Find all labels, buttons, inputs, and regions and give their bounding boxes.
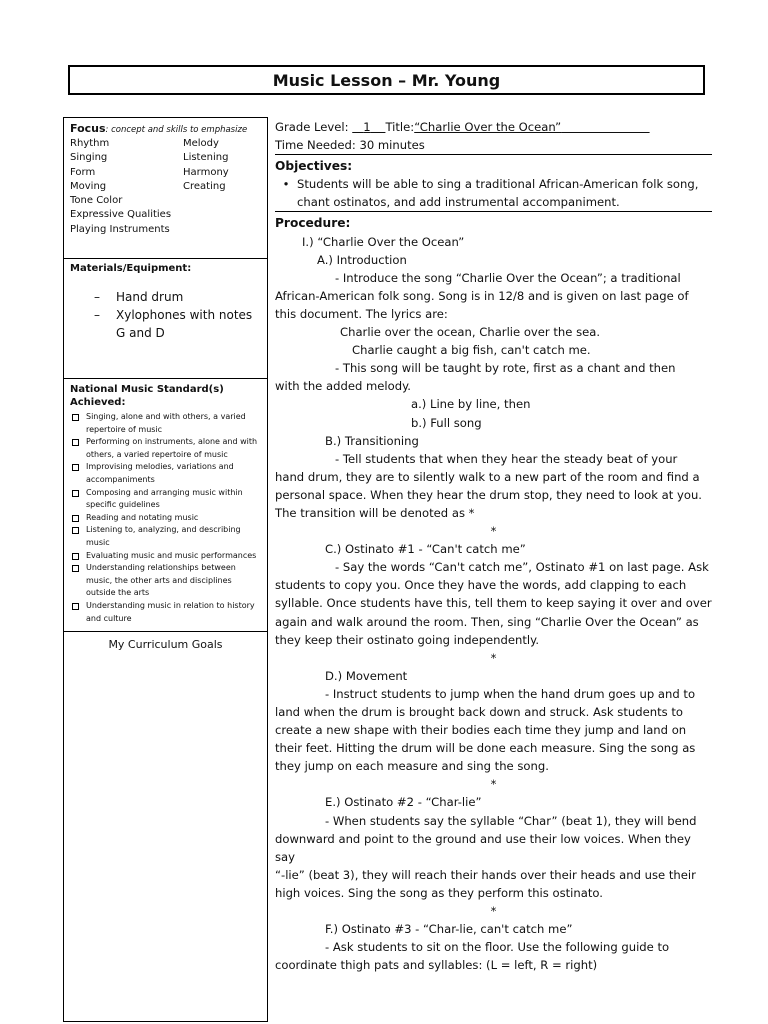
procedure-line: high voices. Sing the song as they perform this ostinato. — [275, 885, 603, 900]
procedure-line: with the added melody. — [275, 379, 411, 394]
standard-item: Reading and notating music — [70, 512, 261, 525]
time-line — [275, 136, 712, 155]
procedure-line: The transition will be denoted as * — [275, 505, 475, 520]
focus-grid — [70, 137, 261, 237]
focus-section — [64, 118, 267, 259]
lesson-content — [275, 118, 712, 974]
objective-text: Students will be able to sing a traditional African-American folk song, chant ostinatos, and add instrumental accompaniment. — [297, 177, 699, 210]
procedure-line: - Say the words “Can't catch me”, Ostinato #1 on last page. Ask — [335, 560, 709, 575]
standard-item: Listening to, analyzing, and describing music — [70, 524, 261, 549]
procedure-line: their feet. Hitting the drum will be done each measure. Sing the song as — [275, 741, 696, 756]
procedure-line: coordinate thigh pats and syllables: (L = left, R = right) — [275, 958, 598, 973]
curriculum-goals-label: My Curriculum Goals — [108, 638, 223, 651]
procedure-line: C.) Ostinato #1 - “Can't catch me” — [325, 542, 526, 557]
materials-label: Materials/Equipment: — [70, 263, 192, 274]
focus-item: Moving — [70, 180, 107, 192]
standard-item: Understanding relationships between music, the other arts and disciplines outside the arts — [70, 562, 261, 600]
time-value: 30 minutes — [359, 138, 425, 153]
procedure-line: again and walk around the room. Then, sing “Charlie Over the Ocean” as — [275, 614, 699, 629]
procedure-line: F.) Ostinato #3 - “Char-lie, can't catch me” — [325, 922, 573, 937]
procedure-line: - When students say the syllable “Char” (beat 1), they will bend — [325, 813, 697, 828]
procedure-line: they keep their ostinato going independently. — [275, 632, 540, 647]
procedure-line: this document. The lyrics are: — [275, 306, 448, 321]
title-label: Title: — [385, 120, 415, 134]
procedure-line: create a new shape with their bodies each time they jump and land on — [275, 723, 687, 738]
materials-item: – Xylophones with notes G and D — [94, 306, 261, 342]
curriculum-goals-section — [64, 632, 267, 655]
title-value: “Charlie Over the Ocean” — [414, 120, 562, 134]
procedure-line: they jump on each measure and sing the song. — [275, 759, 549, 774]
standards-section — [64, 379, 267, 632]
focus-item: Creating — [183, 180, 226, 192]
focus-item: Listening — [183, 152, 229, 164]
procedure-heading: Procedure: — [275, 216, 351, 231]
procedure-line: E.) Ostinato #2 - “Char-lie” — [325, 795, 482, 810]
grade-title-line — [275, 118, 712, 136]
left-sidebar — [63, 117, 268, 1022]
procedure-line: - Introduce the song “Charlie Over the Ocean”; a traditional — [335, 270, 681, 285]
standards-label: National Music Standard(s) Achieved: — [70, 384, 224, 408]
grade-label: Grade Level: — [275, 120, 349, 134]
procedure-line: downward and point to the ground and use their low voices. When they say — [275, 831, 691, 864]
transition-marker: * — [490, 524, 497, 539]
lyric-line: Charlie caught a big fish, can't catch me. — [352, 343, 591, 358]
grade-value: 1 — [363, 120, 371, 134]
page-title: Music Lesson – Mr. Young — [68, 65, 705, 95]
standard-item: Understanding music in relation to history and culture — [70, 600, 261, 625]
transition-marker: * — [490, 777, 497, 792]
procedure-line: I.) “Charlie Over the Ocean” — [302, 234, 465, 249]
procedure-line: African-American folk song. Song is in 12/8 and is given on last page of — [275, 288, 689, 303]
objectives-heading: Objectives: — [275, 159, 353, 174]
standard-item: Improvising melodies, variations and accompaniments — [70, 461, 261, 486]
standard-item: Composing and arranging music within specific guidelines — [70, 487, 261, 512]
focus-sublabel: : concept and skills to emphasize — [105, 125, 248, 135]
procedure-line: A.) Introduction — [317, 252, 407, 267]
standards-list — [70, 411, 261, 625]
standard-item: Singing, alone and with others, a varied repertoire of music — [70, 411, 261, 436]
procedure-line: B.) Transitioning — [325, 433, 419, 448]
procedure-line: hand drum, they are to silently walk to a new part of the room and find a — [275, 469, 700, 484]
focus-item: Rhythm — [70, 138, 110, 149]
focus-item: Harmony — [183, 166, 229, 178]
materials-list — [70, 288, 261, 342]
lyric-line: Charlie over the ocean, Charlie over the sea. — [340, 325, 601, 340]
standard-item: Performing on instruments, alone and with others, a varied repertoire of music — [70, 436, 261, 461]
procedure-line: “-lie” (beat 3), they will reach their hands over their heads and use their — [275, 867, 696, 882]
focus-heading — [70, 122, 261, 135]
materials-item: – Hand drum — [94, 288, 261, 306]
procedure-line: b.) Full song — [411, 415, 482, 430]
procedure-line: syllable. Once students have this, tell them to keep saying it over and over — [275, 596, 712, 611]
standard-item: Evaluating music and music performances — [70, 550, 261, 563]
focus-label: Focus — [70, 122, 106, 135]
objective-item: • Students will be able to sing a traditional African-American folk song, chant ostinatos, and add instrumental accompaniment. — [275, 175, 712, 212]
focus-item: Expressive Qualities — [70, 209, 172, 221]
focus-item: Tone Color — [70, 195, 123, 207]
focus-item: Singing — [70, 152, 108, 164]
procedure-line: - This song will be taught by rote, first as a chant and then — [335, 361, 676, 376]
materials-section — [64, 259, 267, 379]
transition-marker: * — [490, 650, 497, 665]
time-label: Time Needed: — [275, 138, 356, 153]
procedure-line: students to copy you. Once they have the words, add clapping to each — [275, 578, 687, 593]
procedure-line: a.) Line by line, then — [411, 397, 531, 412]
transition-marker: * — [490, 904, 497, 919]
procedure-line: - Ask students to sit on the floor. Use the following guide to — [325, 940, 670, 955]
procedure-line: D.) Movement — [325, 668, 408, 683]
procedure-line: land when the drum is brought back down and struck. Ask students to — [275, 705, 683, 719]
procedure-line: - Tell students that when they hear the steady beat of your — [335, 451, 678, 466]
procedure-line: - Instruct students to jump when the hand drum goes up and to — [325, 686, 696, 701]
focus-item: Form — [70, 166, 96, 178]
focus-item: Playing Instruments — [70, 223, 170, 235]
focus-item: Melody — [183, 138, 219, 149]
procedure-line: personal space. When they hear the drum stop, they need to look at you. — [275, 487, 702, 502]
